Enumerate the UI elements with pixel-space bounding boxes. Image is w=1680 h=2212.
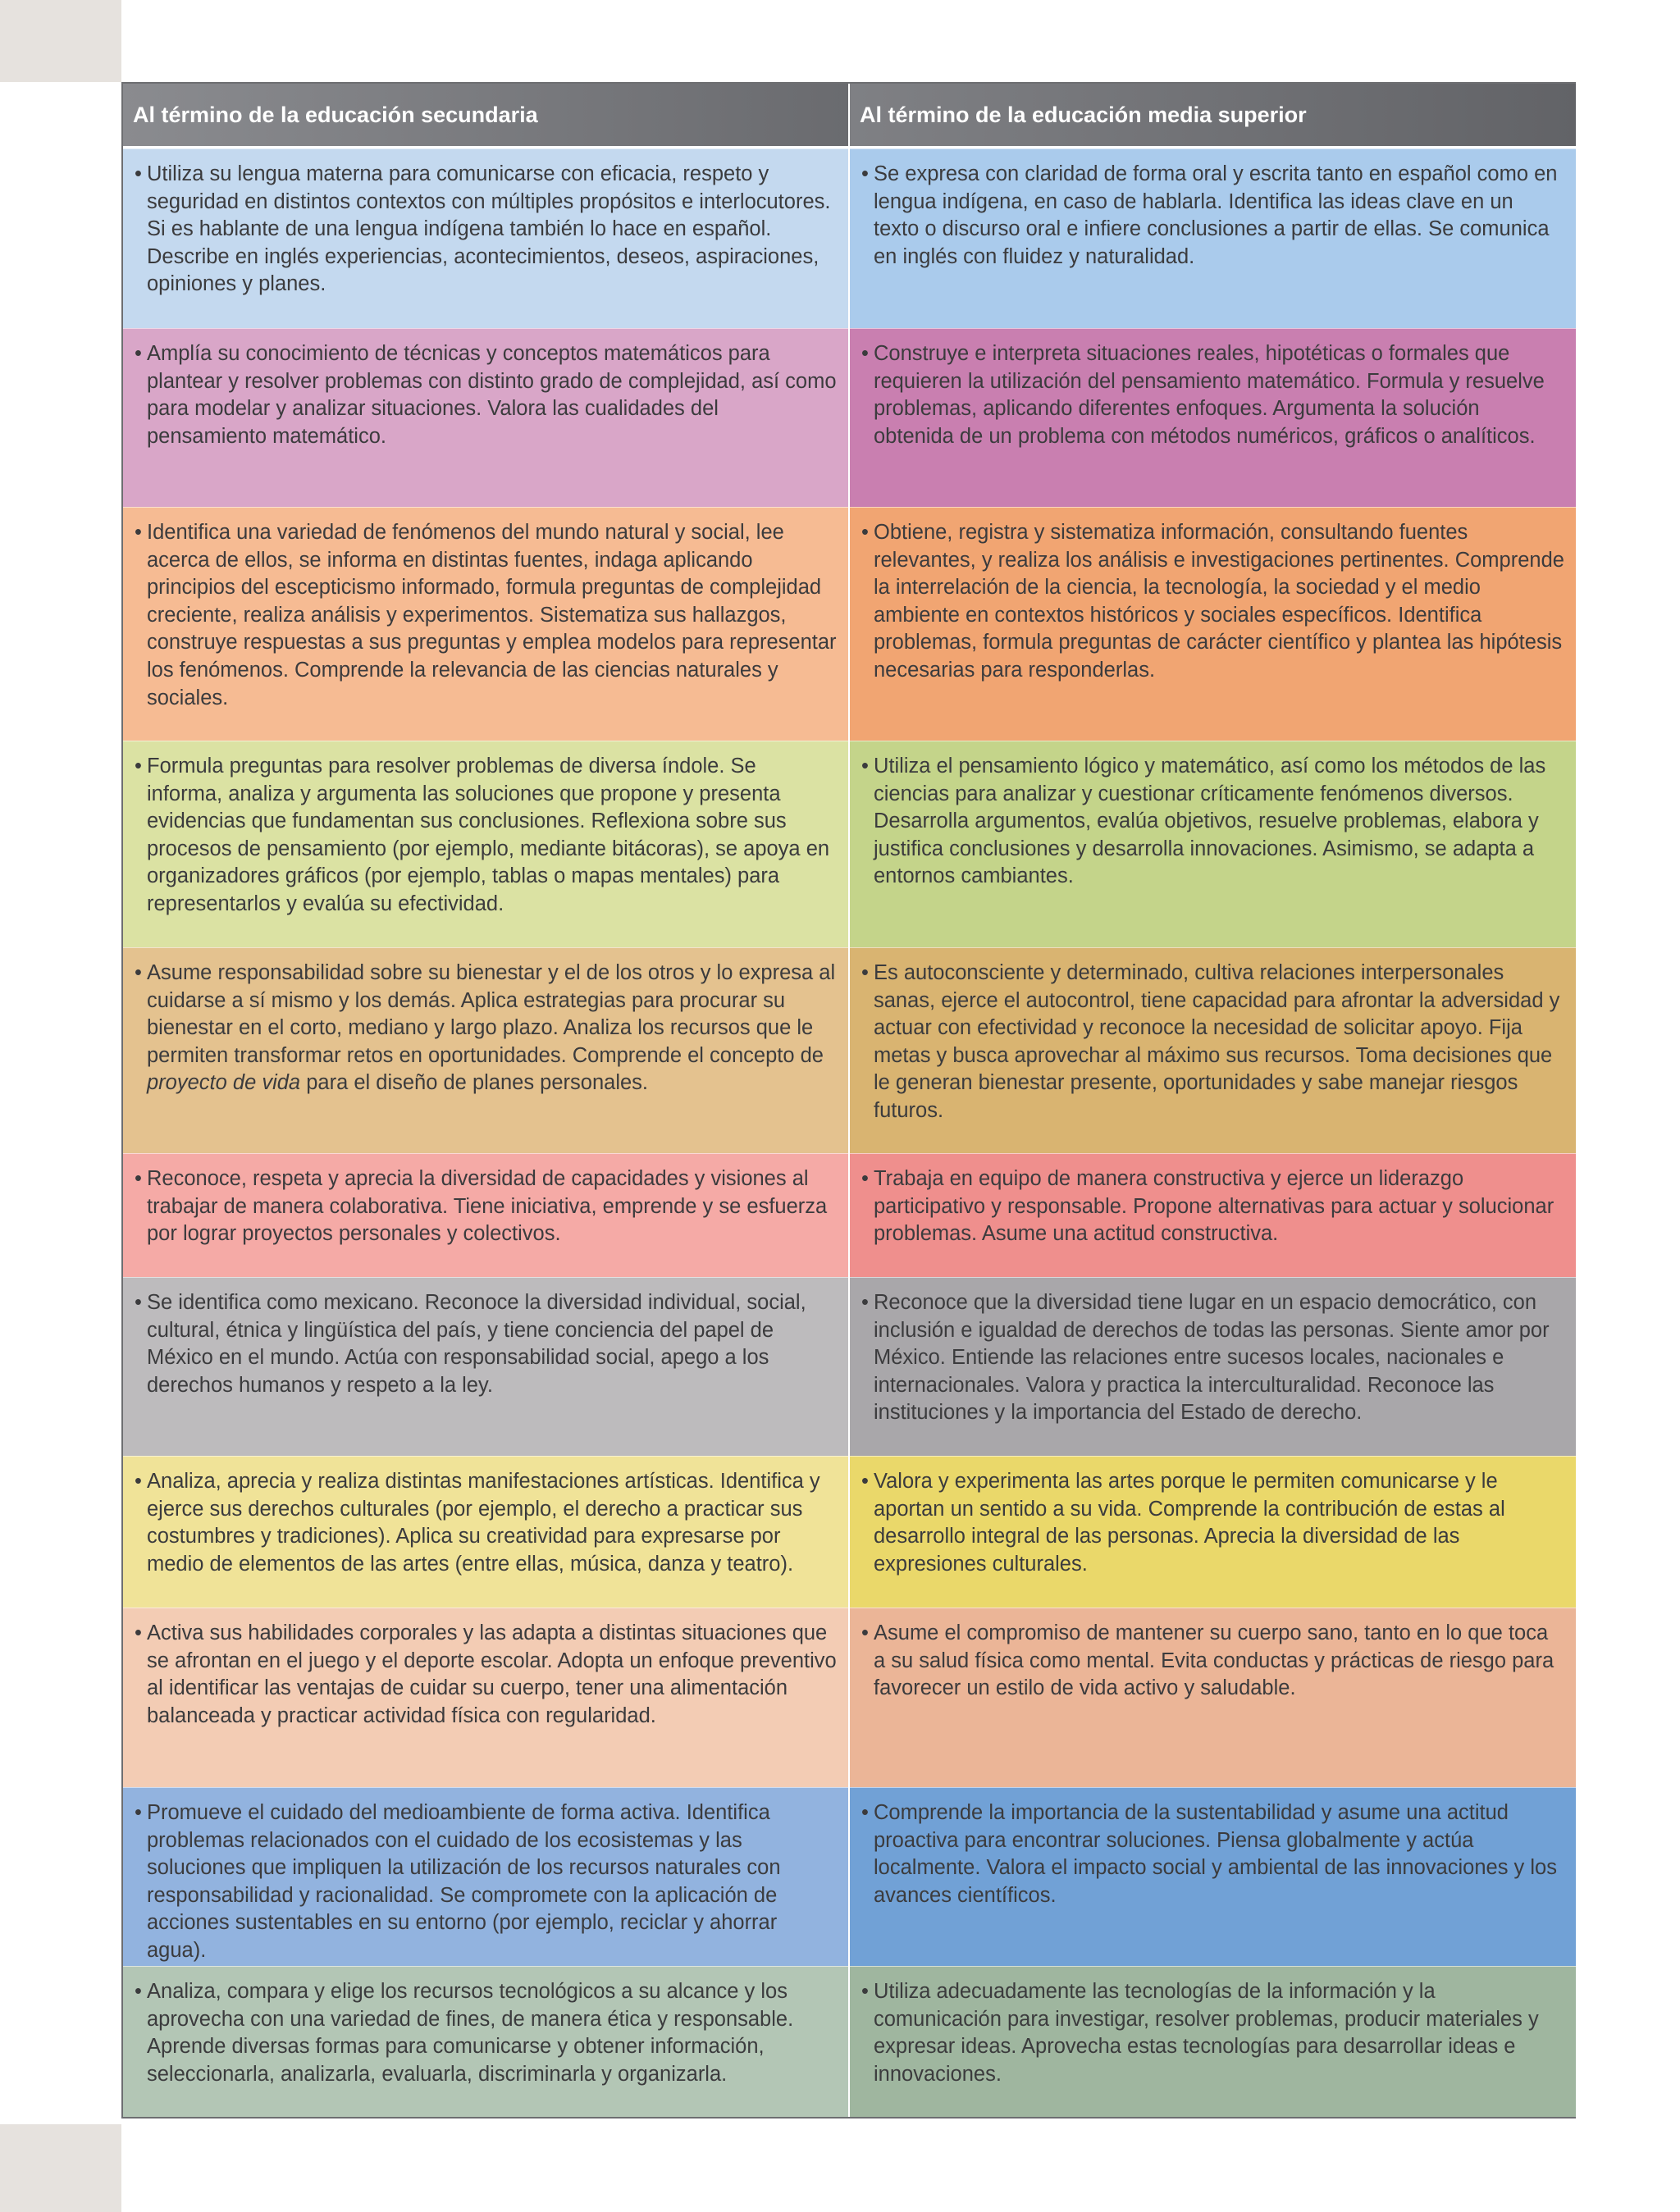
page-side-tab-top [0,0,121,82]
bullet-icon: • [861,1470,869,1493]
bullet-icon: • [861,755,869,778]
bullet-icon: • [861,1167,869,1190]
bullet-icon: • [861,1621,869,1644]
cell-secundaria-tecnologia: • Analiza, compara y elige los recursos tecnológicos a su alcance y los aprovecha con una variedad de fines, de manera ética y responsable. Aprende diversas formas para comunicarse y obtener información, seleccionarla, analizarla, evaluarla, discriminarla y organizarla. [123,1966,848,2117]
column-header-media-superior: Al término de la educación media superior [850,84,1576,148]
cell-secundaria-socioemocional: • Asume responsabilidad sobre su bienestar y el de los otros y lo expresa al cuidarse a sí mismo y los demás. Aplica estrategias para procurar su bienestar en el corto, mediano y largo plazo. Analiza los recursos que le permiten transformar retos en oportunidades. Comprende el concepto de proyecto de vida para el diseño de planes personales. [123,947,848,1153]
cell-media-superior-ciencias: • Obtiene, registra y sistematiza información, consultando fuentes relevantes, y realiza los análisis e investigaciones pertinentes. Comprende la interrelación de la ciencia, la tecnología, la sociedad y el medio ambiente en contextos históricos y sociales específicos. Identifica problemas, formula preguntas de carácter científico y plantea las hipótesis necesarias para responderlas. [850,507,1576,741]
bullet-icon: • [135,1621,142,1644]
cell-media-superior-socioemocional: • Es autoconsciente y determinado, cultiva relaciones interpersonales sanas, ejerce el autocontrol, tiene capacidad para afrontar la adversidad y actuar con efectividad y reconoce la necesidad de solicitar apoyo. Fija metas y busca aprovechar al máximo sus recursos. Toma decisiones que le generan bienestar presente, oportunidades y sabe manejar riesgos futuros. [850,947,1576,1153]
cell-secundaria-ciencias: • Identifica una variedad de fenómenos del mundo natural y social, lee acerca de ellos, se informa en distintas fuentes, indaga aplicando principios del escepticismo informado, formula preguntas de complejidad creciente, realiza análisis y experimentos. Sistematiza sus hallazgos, construye respuestas a sus preguntas y emplea modelos para representar los fenómenos. Comprende la relevancia de las ciencias naturales y sociales. [123,507,848,741]
cell-media-superior-medioambiente: • Comprende la importancia de la sustentabilidad y asume una actitud proactiva para encontrar soluciones. Piensa globalmente y actúa localmente. Valora el impacto social y ambiental de las innovaciones y los avances científicos. [850,1787,1576,1966]
column-header-secundaria: Al término de la educación secundaria [123,84,848,148]
bullet-icon: • [861,162,869,185]
bullet-icon: • [861,342,869,365]
bullet-icon: • [135,1980,142,2003]
bullet-icon: • [135,1291,142,1314]
cell-secundaria-lenguaje: • Utiliza su lengua materna para comunicarse con eficacia, respeto y seguridad en distintos contextos con múltiples propósitos e interlocutores. Si es hablante de una lengua indígena también lo hace en español. Describe en inglés experiencias, acontecimientos, deseos, aspiraciones, opiniones y planes. [123,148,848,328]
bullet-icon: • [861,1801,869,1824]
bullet-icon: • [135,1801,142,1824]
profile-comparison-table [121,82,1576,2119]
cell-media-superior-tecnologia: • Utiliza adecuadamente las tecnologías de la información y la comunicación para investigar, resolver problemas, producir materiales y expresar ideas. Aprovecha estas tecnologías para desarrollar ideas e innovaciones. [850,1966,1576,2117]
cell-secundaria-pensamiento-critico: • Formula preguntas para resolver problemas de diversa índole. Se informa, analiza y argumenta las soluciones que propone y presenta evidencias que fundamentan sus conclusiones. Reflexiona sobre sus procesos de pensamiento (por ejemplo, mediante bitácoras), se apoya en organizadores gráficos (por ejemplo, tablas o mapas mentales) para representarlos y evalúa su efectividad. [123,741,848,947]
bullet-icon: • [135,162,142,185]
cell-secundaria-medioambiente: • Promueve el cuidado del medioambiente de forma activa. Identifica problemas relacionados con el cuidado de los ecosistemas y las soluciones que impliquen la utilización de los recursos naturales con responsabilidad y racionalidad. Se compromete con la aplicación de acciones sustentables en su entorno (por ejemplo, reciclar y ahorrar agua). [123,1787,848,1966]
cell-media-superior-lenguaje: • Se expresa con claridad de forma oral y escrita tanto en español como en lengua indígena, en caso de hablarla. Identifica las ideas clave en un texto o discurso oral e infiere conclusiones a partir de ellas. Se comunica en inglés con fluidez y naturalidad. [850,148,1576,328]
bullet-icon: • [861,521,869,544]
cell-media-superior-artes: • Valora y experimenta las artes porque le permiten comunicarse y le aportan un sentido a su vida. Comprende la contribución de estas al desarrollo integral de las personas. Aprecia la diversidad de las expresiones culturales. [850,1456,1576,1608]
bullet-icon: • [135,755,142,778]
bullet-icon: • [135,1167,142,1190]
cell-secundaria-convivencia: • Se identifica como mexicano. Reconoce la diversidad individual, social, cultural, étnica y lingüística del país, y tiene conciencia del papel de México en el mundo. Actúa con responsabilidad social, apego a los derechos humanos y respeto a la ley. [123,1277,848,1456]
bullet-icon: • [135,342,142,365]
bullet-icon: • [135,961,142,984]
cell-secundaria-colaboracion: • Reconoce, respeta y aprecia la diversidad de capacidades y visiones al trabajar de manera colaborativa. Tiene iniciativa, emprende y se esfuerza por lograr proyectos personales y colectivos. [123,1153,848,1277]
cell-media-superior-salud: • Asume el compromiso de mantener su cuerpo sano, tanto en lo que toca a su salud física como mental. Evita conductas y prácticas de riesgo para favorecer un estilo de vida activo y saludable. [850,1608,1576,1787]
bullet-icon: • [861,1291,869,1314]
page-side-tab-bottom [0,2124,121,2212]
cell-secundaria-matematicas: • Amplía su conocimiento de técnicas y conceptos matemáticos para plantear y resolver problemas con distinto grado de complejidad, así como para modelar y analizar situaciones. Valora las cualidades del pensamiento matemático. [123,328,848,507]
bullet-icon: • [135,521,142,544]
cell-secundaria-salud: • Activa sus habilidades corporales y las adapta a distintas situaciones que se afrontan en el juego y el deporte escolar. Adopta un enfoque preventivo al identificar las ventajas de cuidar su cuerpo, tener una alimentación balanceada y practicar actividad física con regularidad. [123,1608,848,1787]
cell-secundaria-artes: • Analiza, aprecia y realiza distintas manifestaciones artísticas. Identifica y ejerce sus derechos culturales (por ejemplo, el derecho a practicar sus costumbres y tradiciones). Aplica su creatividad para expresarse por medio de elementos de las artes (entre ellas, música, danza y teatro). [123,1456,848,1608]
bullet-icon: • [861,961,869,984]
cell-media-superior-colaboracion: • Trabaja en equipo de manera constructiva y ejerce un liderazgo participativo y responsable. Propone alternativas para actuar y solucionar problemas. Asume una actitud constructiva. [850,1153,1576,1277]
cell-media-superior-matematicas: • Construye e interpreta situaciones reales, hipotéticas o formales que requieren la utilización del pensamiento matemático. Formula y resuelve problemas, aplicando diferentes enfoques. Argumenta la solución obtenida de un problema con métodos numéricos, gráficos o analíticos. [850,328,1576,507]
bullet-icon: • [135,1470,142,1493]
bullet-icon: • [861,1980,869,2003]
cell-media-superior-convivencia: • Reconoce que la diversidad tiene lugar en un espacio democrático, con inclusión e igualdad de derechos de todas las personas. Siente amor por México. Entiende las relaciones entre sucesos locales, nacionales e internacionales. Valora y practica la interculturalidad. Reconoce las instituciones y la importancia del Estado de derecho. [850,1277,1576,1456]
cell-media-superior-pensamiento-critico: • Utiliza el pensamiento lógico y matemático, así como los métodos de las ciencias para analizar y cuestionar críticamente fenómenos diversos. Desarrolla argumentos, evalúa objetivos, resuelve problemas, elabora y justifica conclusiones y desarrolla innovaciones. Asimismo, se adapta a entornos cambiantes. [850,741,1576,947]
